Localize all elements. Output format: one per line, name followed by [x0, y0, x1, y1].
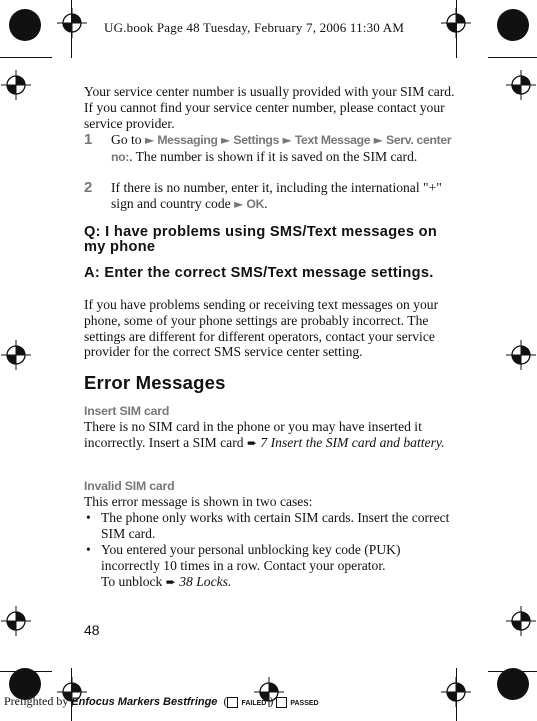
step-2-number: 2	[84, 179, 93, 196]
arrow-icon: ►	[221, 133, 230, 147]
bullet-item-text: You entered your personal unblocking key code (PUK) incorrectly 10 times in a row. Contact your operator.	[101, 542, 401, 573]
step-2-text	[111, 180, 457, 213]
bullet-item-line2: To unblock	[101, 573, 163, 589]
menu-serv-center-no: Serv. center no:	[111, 133, 452, 164]
registration-mark-right-middle	[506, 340, 536, 370]
crop-line-right-bottom	[488, 671, 537, 672]
preflight-footer	[4, 694, 319, 709]
insert-sim-text: There is no SIM card in the phone or you may have inserted it incorrectly. Insert a SIM card	[84, 419, 422, 450]
locks-reference-end: .	[227, 573, 232, 589]
step-1-text	[111, 132, 457, 166]
step-1-pre: Go to	[111, 132, 145, 147]
step-1-post: . The number is shown if it is saved on the SIM card.	[129, 148, 418, 164]
crop-line-right-top	[488, 57, 537, 58]
step-2-post: .	[264, 195, 268, 211]
bullet-mark: •	[86, 510, 91, 525]
registration-mark-left-middle	[1, 340, 31, 370]
menu-messaging: Messaging	[157, 133, 218, 147]
footer-prefix: Prelighted by	[4, 694, 69, 708]
bullet-item: The phone only works with certain SIM cards. Insert the correct SIM card.	[101, 510, 450, 541]
step-2-pre: If there is no number, enter it, including the international "+" sign and country code	[111, 180, 442, 211]
crop-line-left-top	[0, 57, 52, 58]
step-1-number: 1	[84, 131, 93, 148]
question-heading: Q: I have problems using SMS/Text messages on my phone	[84, 224, 438, 255]
crop-line-left-bottom	[0, 671, 52, 672]
answer-heading: A: Enter the correct SMS/Text message settings.	[84, 265, 434, 281]
reference-arrow-icon: ➨	[246, 435, 258, 450]
answer-paragraph: If you have problems sending or receiving text messages on your phone, some of your phone settings are probably incorrect. The settings are different for different operators, contact your service provider for the correct SMS service center setting.	[84, 297, 439, 360]
intro-paragraph: Your service center number is usually provided with your SIM card. If you cannot find your service center number, please contact your service provider.	[84, 84, 455, 131]
arrow-icon: ►	[144, 133, 154, 147]
registration-mark-right-lower	[506, 606, 536, 636]
corner-mark-top-right	[497, 9, 529, 41]
corner-mark-top-left	[9, 9, 41, 41]
insert-sim-end: .	[441, 434, 445, 450]
page-header: UG.book Page 48 Tuesday, February 7, 2006 11:30 AM	[104, 20, 405, 35]
insert-sim-paragraph	[84, 419, 456, 452]
registration-mark-left-lower	[1, 606, 31, 636]
footer-paren: (	[223, 694, 228, 708]
bullet-mark: •	[86, 542, 91, 557]
registration-mark-bottom-right	[441, 677, 471, 707]
insert-sim-reference[interactable]: 7 Insert the SIM card and battery	[260, 434, 442, 450]
locks-reference[interactable]: 38 Locks	[179, 573, 228, 589]
arrow-icon: ►	[373, 133, 383, 147]
checkbox-icon	[276, 697, 287, 708]
bullet-item	[101, 542, 457, 590]
corner-mark-bottom-right	[497, 668, 529, 700]
section-title: Error Messages	[84, 372, 226, 393]
page-number: 48	[84, 622, 100, 638]
menu-ok: OK	[246, 196, 265, 211]
arrow-icon: ►	[282, 133, 292, 147]
registration-mark-right-upper	[506, 70, 536, 100]
invalid-sim-intro: This error message is shown in two cases:	[84, 494, 313, 509]
menu-settings: Settings	[233, 133, 280, 147]
failed-label: FAILED	[241, 700, 267, 707]
enfocus-logo: Enfocus Markers Bestfringe	[71, 696, 218, 708]
passed-label: PASSED	[290, 700, 319, 707]
invalid-sim-title: Invalid SIM card	[84, 479, 175, 493]
footer-paren: )	[269, 694, 274, 708]
reference-arrow-icon: ➨	[165, 574, 176, 589]
registration-mark-top-left	[57, 8, 87, 38]
registration-mark-top-right	[441, 8, 471, 38]
menu-text-message: Text Message	[294, 133, 371, 147]
registration-mark-left-upper	[1, 70, 31, 100]
insert-sim-title: Insert SIM card	[84, 404, 170, 418]
arrow-icon: ►	[234, 196, 244, 211]
checkbox-icon	[227, 697, 238, 708]
